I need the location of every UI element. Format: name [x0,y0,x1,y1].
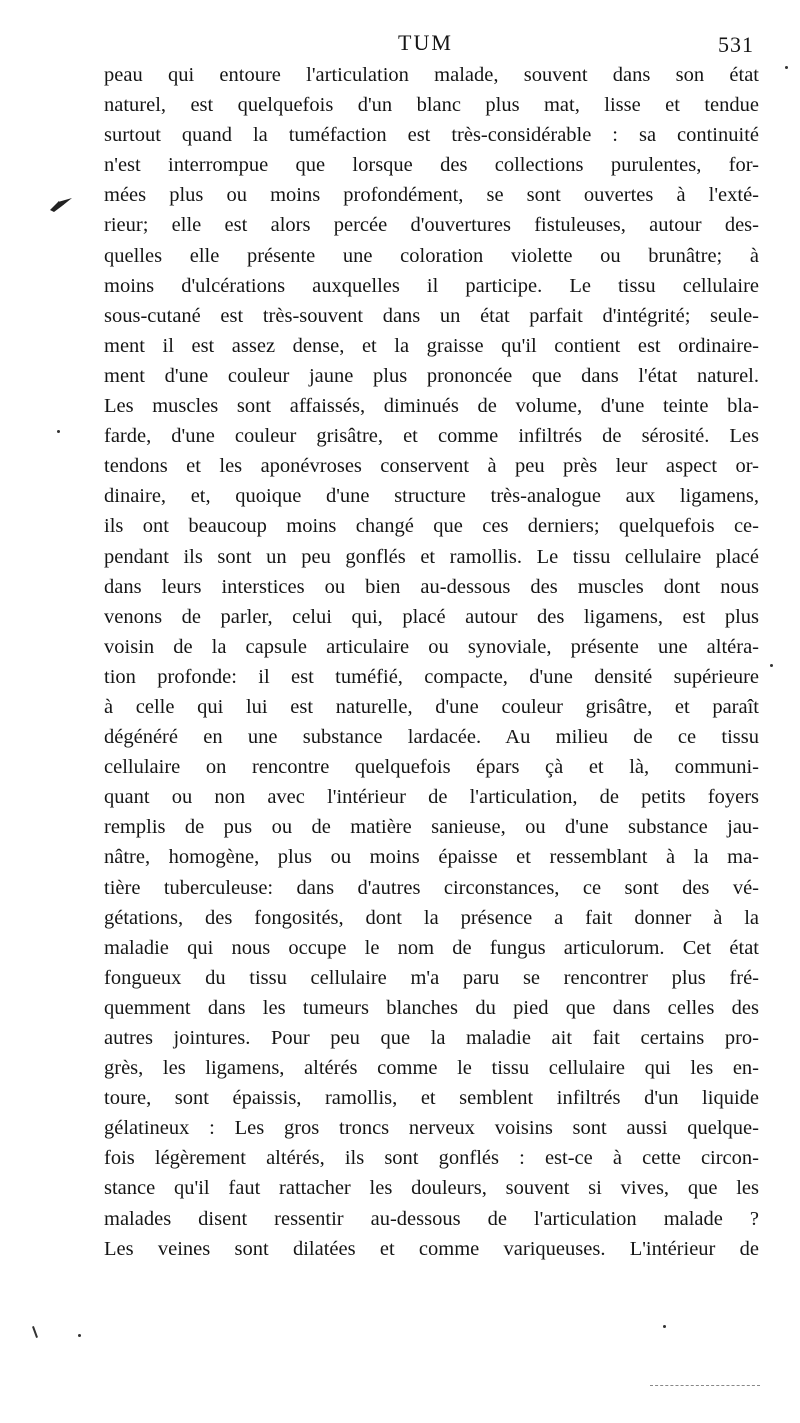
text-line: Les muscles sont affaissés, diminués de volume, d'une teinte bla- [104,395,759,418]
text-line: dégénéré en une substance lardacée. Au milieu de ce tissu [104,726,759,749]
text-line: peau qui entoure l'articulation malade, souvent dans son état [104,64,759,86]
text-line: fois légèrement altérés, ils sont gonflés : est-ce à cette circon- [104,1147,759,1170]
text-line: Les veines sont dilatées et comme variqueuses. L'intérieur de [104,1237,759,1260]
running-head-title: TUM [398,30,453,55]
text-line: dans leurs interstices ou bien au-dessous des muscles dont nous [104,575,759,598]
text-line: venons de parler, celui qui, placé autour des ligamens, est plus [104,605,759,628]
text-line: ment d'une couleur jaune plus prononcée que dans l'état naturel. [104,364,759,387]
text-line: gélatineux : Les gros troncs nerveux voisins sont aussi quelque- [104,1117,759,1140]
ink-mark-icon [48,196,74,214]
text-line: sous-cutané est très-souvent dans un état parfait d'intégrité; seule- [104,304,759,327]
page-number: 531 [718,32,754,57]
text-line: gétations, des fongosités, dont la présence a fait donner à la [104,906,759,929]
text-line: autres jointures. Pour peu que la maladie ait fait certains pro- [104,1027,759,1049]
text-line: farde, d'une couleur grisâtre, et comme infiltrés de sérosité. Les [104,425,759,448]
text-line: ment il est assez dense, et la graisse qu'il contient est ordinaire- [104,334,759,357]
text-line: remplis de pus ou de matière sanieuse, ou d'une substance jau- [104,816,759,839]
text-line: maladie qui nous occupe le nom de fungus articulorum. Cet état [104,936,759,959]
text-line: dinaire, et, quoique d'une structure très-analogue aux ligamens, [104,485,759,508]
text-line: surtout quand la tuméfaction est très-considérable : sa continuité [104,124,759,147]
text-line: n'est interrompue que lorsque des collections purulentes, for- [104,154,759,177]
text-line: naturel, est quelquefois d'un blanc plus mat, lisse et tendue [104,94,759,117]
text-line: tière tuberculeuse: dans d'autres circonstances, ce sont des vé- [104,876,759,899]
text-line: quelles elle présente une coloration violette ou brunâtre; à [104,244,759,267]
stray-dot [78,1334,81,1337]
text-line: pendant ils sont un peu gonflés et ramollis. Le tissu cellulaire placé [104,545,759,568]
text-line: moins d'ulcérations auxquelles il participe. Le tissu cellulaire [104,274,759,297]
text-line: rieur; elle est alors percée d'ouvertures fistuleuses, autour des- [104,214,759,237]
text-line: malades disent ressentir au-dessous de l'articulation malade ? [104,1207,759,1230]
stray-dot [663,1325,666,1328]
stray-dot [770,664,773,667]
text-line: mées plus ou moins profondément, se sont ouvertes à l'exté- [104,184,759,207]
stray-dot [785,66,788,69]
running-head [0,30,800,60]
text-line: cellulaire on rencontre quelquefois épars çà et là, communi- [104,756,759,779]
text-line: à celle qui lui est naturelle, d'une couleur grisâtre, et paraît [104,695,759,718]
text-line: nâtre, homogène, plus ou moins épaisse et ressemblant à la ma- [104,846,759,869]
text-line: quant ou non avec l'intérieur de l'articulation, de petits foyers [104,786,759,809]
text-line: grès, les ligamens, altérés comme le tissu cellulaire qui les en- [104,1057,759,1080]
text-line: stance qu'il faut rattacher les douleurs, souvent si vives, que les [104,1177,759,1200]
stray-tick [32,1326,38,1338]
text-line: voisin de la capsule articulaire ou synoviale, présente une altéra- [104,635,759,658]
stray-dash-line [650,1385,760,1386]
body-text [104,60,759,1264]
text-line: toure, sont épaissis, ramollis, et semblent infiltrés d'un liquide [104,1087,759,1110]
text-line: quemment dans les tumeurs blanches du pied que dans celles des [104,996,759,1019]
text-line: fongueux du tissu cellulaire m'a paru se rencontrer plus fré- [104,966,759,989]
text-line: ils ont beaucoup moins changé que ces derniers; quelquefois ce- [104,515,759,538]
stray-dot [57,430,60,433]
text-line: tion profonde: il est tuméfié, compacte, d'une densité supérieure [104,665,759,688]
text-line: tendons et les aponévroses conservent à peu près leur aspect or- [104,455,759,478]
